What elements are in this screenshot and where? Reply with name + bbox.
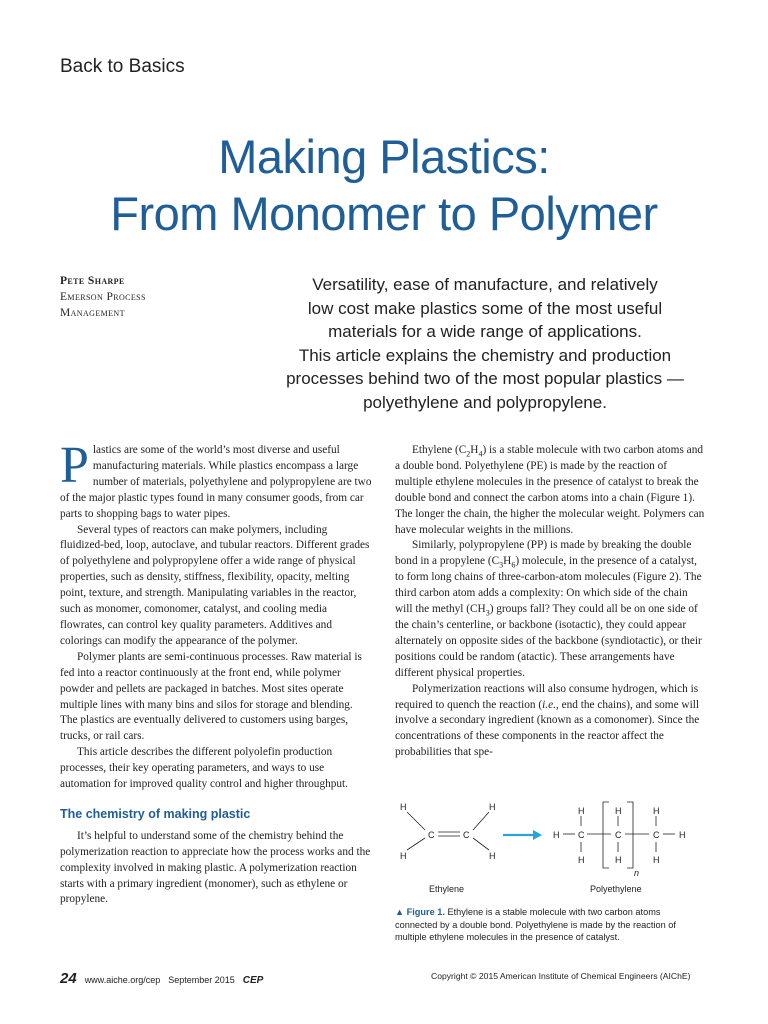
subscript: 3	[499, 560, 504, 570]
body-column-left	[60, 437, 372, 908]
section-label: Back to Basics	[60, 56, 185, 77]
deck-line: polyethylene and polypropylene.	[363, 392, 607, 412]
paragraph-text: lastics are some of the world’s most diverse and useful manufacturing materials. While plastics encompass a large number of materials, polyethylene and polypropylene are two of the major plastic types found in many consumer goods, from car parts to shopping bags to water pipes.	[60, 444, 372, 520]
atom-label: C	[653, 830, 660, 840]
body-paragraph: It’s helpful to understand some of the chemistry behind the polymerization reaction to appreciate how the process works and the complexity involved in making plastic. A polymerization reaction starts with a primary ingredient (monomer), such as ethylene or propylene.	[60, 829, 371, 906]
text-run: end the chains), and some will involve a secondary ingredient (known as a comonomer). Since the concentrations of these components in the reactor affect the probabilities that spe-	[395, 698, 700, 759]
repeat-subscript: n	[634, 868, 640, 878]
body-column-right	[395, 443, 707, 761]
article-title-line1: Making Plastics:	[218, 130, 550, 183]
atom-label: H	[653, 806, 660, 816]
atom-label: C	[615, 830, 622, 840]
figure-1-caption	[395, 906, 695, 944]
italic-run: i.e.,	[542, 698, 559, 711]
section-subhead: The chemistry of making plastic	[60, 806, 251, 821]
atom-label: H	[578, 855, 585, 865]
atom-label: C	[578, 830, 585, 840]
subscript: 6	[511, 560, 516, 570]
atom-label: H	[400, 851, 407, 861]
text-run: ) molecule, in the presence of a catalyst, to form long chains of three-carbon-atom molecules (Figure 2). The third carbon atom adds a complexity: On which side of the chain will the methyl (CH	[395, 555, 702, 616]
atom-label: H	[489, 802, 496, 812]
article-deck	[262, 273, 708, 415]
deck-line: low cost make plastics some of the most useful	[307, 298, 663, 318]
polyethylene-label: Polyethylene	[590, 884, 642, 894]
text-run: H	[503, 555, 512, 568]
ethylene-molecule	[407, 812, 489, 850]
body-paragraph	[395, 682, 707, 762]
body-paragraph: Several types of reactors can make polymers, including fluidized-bed, loop, autoclave, and tubular reactors. Different grades of polyethylene and polypropylene offer a wide range of physical properties, such as density, stiffness, flexibility, opacity, melting point, texture, and strength. Manipulating variables in the reactor, such as monomer, comonomer, catalyst, and cooling media flowrates, can control key quality parameters. Additives and colorings can modify the appearance of the polymer.	[60, 523, 370, 647]
journal-name: CEP	[242, 975, 264, 986]
page-number: 24	[60, 970, 77, 987]
caption-text: Ethylene is a stable molecule with two carbon atoms connected by a double bond. Polyethylene is made by the reaction of multiple ethylene molecules in the presence of catalyst.	[395, 907, 676, 943]
deck-line: materials for a wide range of applications.	[328, 322, 642, 342]
text-run: ) is a stable molecule with two carbon atoms and a double bond. Polyethylene (PE) is made by the reaction of multiple ethylene molecules in the presence of catalyst to break the double bond and connect the carbon atoms into a chain (Figure 1). The longer the chain, the higher the molecular weight. Polymers can have molecular weights in the millions.	[395, 444, 705, 536]
text-run: Ethylene (C	[412, 444, 467, 456]
copyright-notice: Copyright © 2015 American Institute of Chemical Engineers (AIChE)	[431, 971, 691, 981]
drop-cap: P	[60, 437, 89, 494]
body-paragraph	[395, 538, 707, 681]
atom-label: H	[489, 851, 496, 861]
text-run: Polymerization reactions will also consume hydrogen, which is required to quench the reaction (	[395, 682, 699, 711]
deck-line: This article explains the chemistry and production	[298, 345, 672, 365]
footer-date: September 2015	[168, 975, 235, 985]
atom-label: C	[428, 830, 435, 840]
text-run: Similarly, polypropylene (PP) is made by breaking the double bond in a propylene (C	[395, 539, 692, 568]
footer-left	[60, 970, 263, 987]
body-paragraph: This article describes the different polyolefin production processes, their key operating parameters, and ways to use automation for improved quality control and higher throughput.	[60, 746, 349, 791]
text-run: H	[470, 444, 479, 456]
atom-label: H	[553, 830, 560, 840]
body-paragraph	[60, 437, 372, 523]
author-affiliation-line2: Management	[60, 307, 125, 319]
author-affiliation-line1: Emerson Process	[60, 291, 146, 303]
atom-label: H	[679, 830, 686, 840]
caption-lead: ▲ Figure 1.	[395, 907, 445, 917]
atom-label: H	[615, 855, 622, 865]
footer-url[interactable]: www.aiche.org/cep	[84, 975, 161, 985]
atom-label: H	[400, 802, 407, 812]
body-paragraph	[395, 443, 707, 538]
atom-label: H	[578, 806, 585, 816]
figure-1-diagram	[395, 800, 707, 900]
author-block	[60, 273, 146, 321]
subscript: 4	[478, 449, 483, 459]
article-title-line2: From Monomer to Polymer	[110, 187, 658, 240]
atom-label: H	[615, 806, 622, 816]
atom-label: H	[653, 855, 660, 865]
deck-line: Versatility, ease of manufacture, and relatively	[312, 275, 658, 294]
atom-label: C	[463, 830, 470, 840]
subscript: 3	[485, 608, 490, 618]
ethylene-label: Ethylene	[429, 884, 465, 894]
body-paragraph: Polymer plants are semi-continuous processes. Raw material is fed into a reactor continuously at the front end, while polymer powder and pellets are packaged in batches. Most sites operate multiple lines with many bins and silos for storage and blending. The plastics are eventually delivered to customers using barges, trucks, or rail cars.	[60, 650, 362, 743]
reaction-arrow-icon	[503, 830, 542, 840]
deck-line: processes behind two of the most popular plastics —	[286, 369, 684, 389]
text-run: ) groups fall? They could all be on one side of the chain’s centerline, or backbone (isotactic), they could appear alternately on opposite sides of the backbone (syndiotactic), or their positions could be random (atactic). These arrangements have different physical properties.	[395, 603, 702, 679]
subscript: 2	[466, 449, 471, 459]
author-name: Pete Sharpe	[60, 275, 125, 287]
